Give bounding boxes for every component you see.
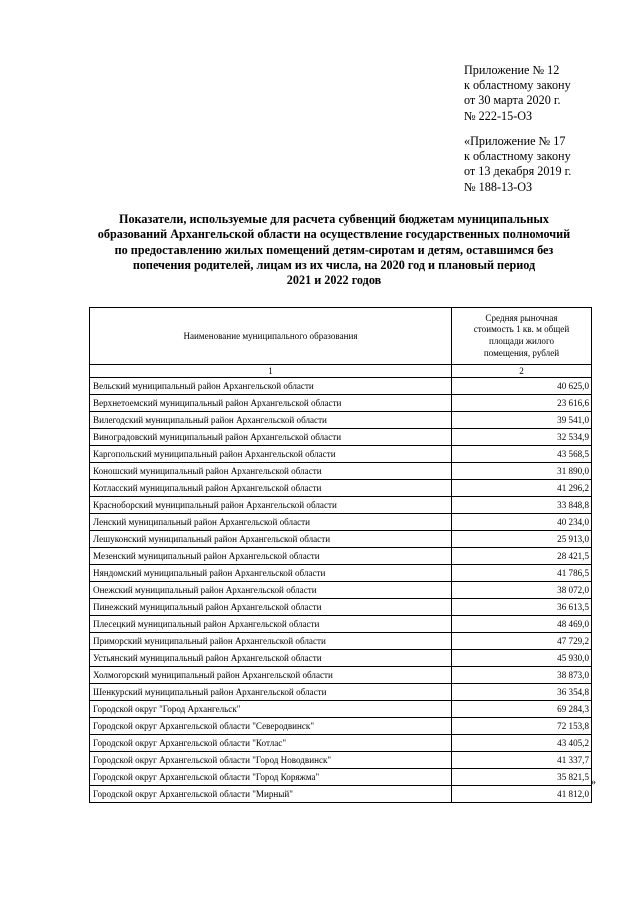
title-line: по предоставлению жилых помещений детям-сиротам и детям, оставшимся без — [114, 242, 554, 257]
header-line: площади жилого — [488, 336, 555, 346]
table-row — [90, 514, 592, 531]
table-row — [90, 378, 592, 395]
table-row — [90, 446, 592, 463]
price-value: 69 284,3 — [452, 701, 592, 718]
price-value: 31 890,0 — [452, 463, 592, 480]
annex-amended-reference — [464, 134, 571, 195]
municipality-name: Красноборский муниципальный район Архангельской области — [90, 497, 452, 514]
municipality-name: Онежский муниципальный район Архангельской области — [90, 582, 452, 599]
table-row — [90, 565, 592, 582]
annex-line: № 188-13-ОЗ — [464, 179, 533, 194]
column-number: 2 — [452, 365, 592, 378]
header-line: Средняя рыночная — [485, 312, 558, 323]
price-value: 43 405,2 — [452, 735, 592, 752]
subvention-indicators-table — [89, 307, 592, 803]
table-row — [90, 616, 592, 633]
table-row — [90, 752, 592, 769]
municipality-name: Каргопольский муниципальный район Архангельской области — [90, 446, 452, 463]
municipality-name: Городской округ Архангельской области "Мирный" — [90, 786, 452, 803]
document-title — [95, 212, 573, 288]
table-row — [90, 497, 592, 514]
table-row — [90, 735, 592, 752]
price-value: 72 153,8 — [452, 718, 592, 735]
title-line: попечения родителей, лицам из их числа, на 2020 год и плановый период — [132, 257, 536, 272]
column-number-row — [90, 365, 592, 378]
municipality-name: Котласский муниципальный район Архангельской области — [90, 480, 452, 497]
table-row — [90, 548, 592, 565]
annex-line: к областному закону — [464, 78, 571, 93]
annex-line: «Приложение № 17 — [464, 134, 566, 148]
table-row — [90, 480, 592, 497]
title-line: 2021 и 2022 годов — [286, 273, 382, 288]
price-value: 28 421,5 — [452, 548, 592, 565]
table-row — [90, 769, 592, 786]
municipality-name: Приморский муниципальный район Архангельской области — [90, 633, 452, 650]
header-line: стоимость 1 кв. м общей — [473, 324, 570, 335]
municipality-name: Плесецкий муниципальный район Архангельской области — [90, 616, 452, 633]
price-value: 36 354,8 — [452, 684, 592, 701]
price-value: 33 848,8 — [452, 497, 592, 514]
municipality-name: Няндомский муниципальный район Архангельской области — [90, 565, 452, 582]
municipality-name: Шенкурский муниципальный район Архангельской области — [90, 684, 452, 701]
price-value: 35 821,5 — [452, 769, 592, 786]
price-value: 39 541,0 — [452, 412, 592, 429]
table-row — [90, 395, 592, 412]
annex-line: Приложение № 12 — [464, 63, 560, 77]
price-value: 45 930,0 — [452, 650, 592, 667]
column-number: 1 — [90, 365, 452, 378]
price-value: 25 913,0 — [452, 531, 592, 548]
municipality-name: Городской округ Архангельской области "Котлас" — [90, 735, 452, 752]
price-value: 38 072,0 — [452, 582, 592, 599]
title-line: образований Архангельской области на осуществление государственных полномочий — [97, 227, 571, 242]
table-row — [90, 599, 592, 616]
table-row — [90, 582, 592, 599]
municipality-name: Устьянский муниципальный район Архангельской области — [90, 650, 452, 667]
municipality-name: Ленский муниципальный район Архангельской области — [90, 514, 452, 531]
table-row — [90, 786, 592, 803]
municipality-name: Коношский муниципальный район Архангельской области — [90, 463, 452, 480]
table-row — [90, 667, 592, 684]
title-line: Показатели, используемые для расчета субвенций бюджетам муниципальных — [118, 212, 550, 226]
municipality-name: Верхнетоемский муниципальный район Архангельской области — [90, 395, 452, 412]
price-value: 36 613,5 — [452, 599, 592, 616]
municipality-name: Городской округ "Город Архангельск" — [90, 701, 452, 718]
price-value: 41 812,0 — [452, 786, 592, 803]
municipality-name: Городской округ Архангельской области "Город Коряжма" — [90, 769, 452, 786]
price-value: 41 337,7 — [452, 752, 592, 769]
table-row — [90, 412, 592, 429]
municipality-name: Мезенский муниципальный район Архангельской области — [90, 548, 452, 565]
annex-line: № 222-15-ОЗ — [464, 108, 533, 123]
municipality-name: Лешуконский муниципальный район Архангельской области — [90, 531, 452, 548]
header-price-per-sqm — [452, 308, 592, 365]
price-value: 41 296,2 — [452, 480, 592, 497]
header-municipality: Наименование муниципального образования — [90, 308, 452, 365]
municipality-name: Пинежский муниципальный район Архангельской области — [90, 599, 452, 616]
table-row — [90, 429, 592, 446]
table-row — [90, 650, 592, 667]
header-line: помещения, рублей — [483, 347, 560, 358]
price-value: 23 616,6 — [452, 395, 592, 412]
table-row — [90, 463, 592, 480]
municipality-name: Вилегодский муниципальный район Архангельской области — [90, 412, 452, 429]
municipality-name: Холмогорский муниципальный район Архангельской области — [90, 667, 452, 684]
price-value: 38 873,0 — [452, 667, 592, 684]
table-row — [90, 684, 592, 701]
price-value: 43 568,5 — [452, 446, 592, 463]
table-row — [90, 718, 592, 735]
price-value: 32 534,9 — [452, 429, 592, 446]
table-row — [90, 701, 592, 718]
annex-line: к областному закону — [464, 149, 571, 164]
annex-line: от 30 марта 2020 г. — [464, 93, 561, 108]
annex-line: от 13 декабря 2019 г. — [464, 164, 572, 179]
table-header-row — [90, 308, 592, 365]
closing-quote-mark: » — [591, 777, 596, 788]
price-value: 47 729,2 — [452, 633, 592, 650]
annex-current-reference — [464, 63, 571, 124]
municipality-name: Виноградовский муниципальный район Архангельской области — [90, 429, 452, 446]
price-value: 41 786,5 — [452, 565, 592, 582]
municipality-name: Вельский муниципальный район Архангельской области — [90, 378, 452, 395]
table-row — [90, 633, 592, 650]
price-value: 40 625,0 — [452, 378, 592, 395]
municipality-name: Городской округ Архангельской области "Город Новодвинск" — [90, 752, 452, 769]
table-row — [90, 531, 592, 548]
price-value: 40 234,0 — [452, 514, 592, 531]
price-value: 48 469,0 — [452, 616, 592, 633]
municipality-name: Городской округ Архангельской области "Северодвинск" — [90, 718, 452, 735]
